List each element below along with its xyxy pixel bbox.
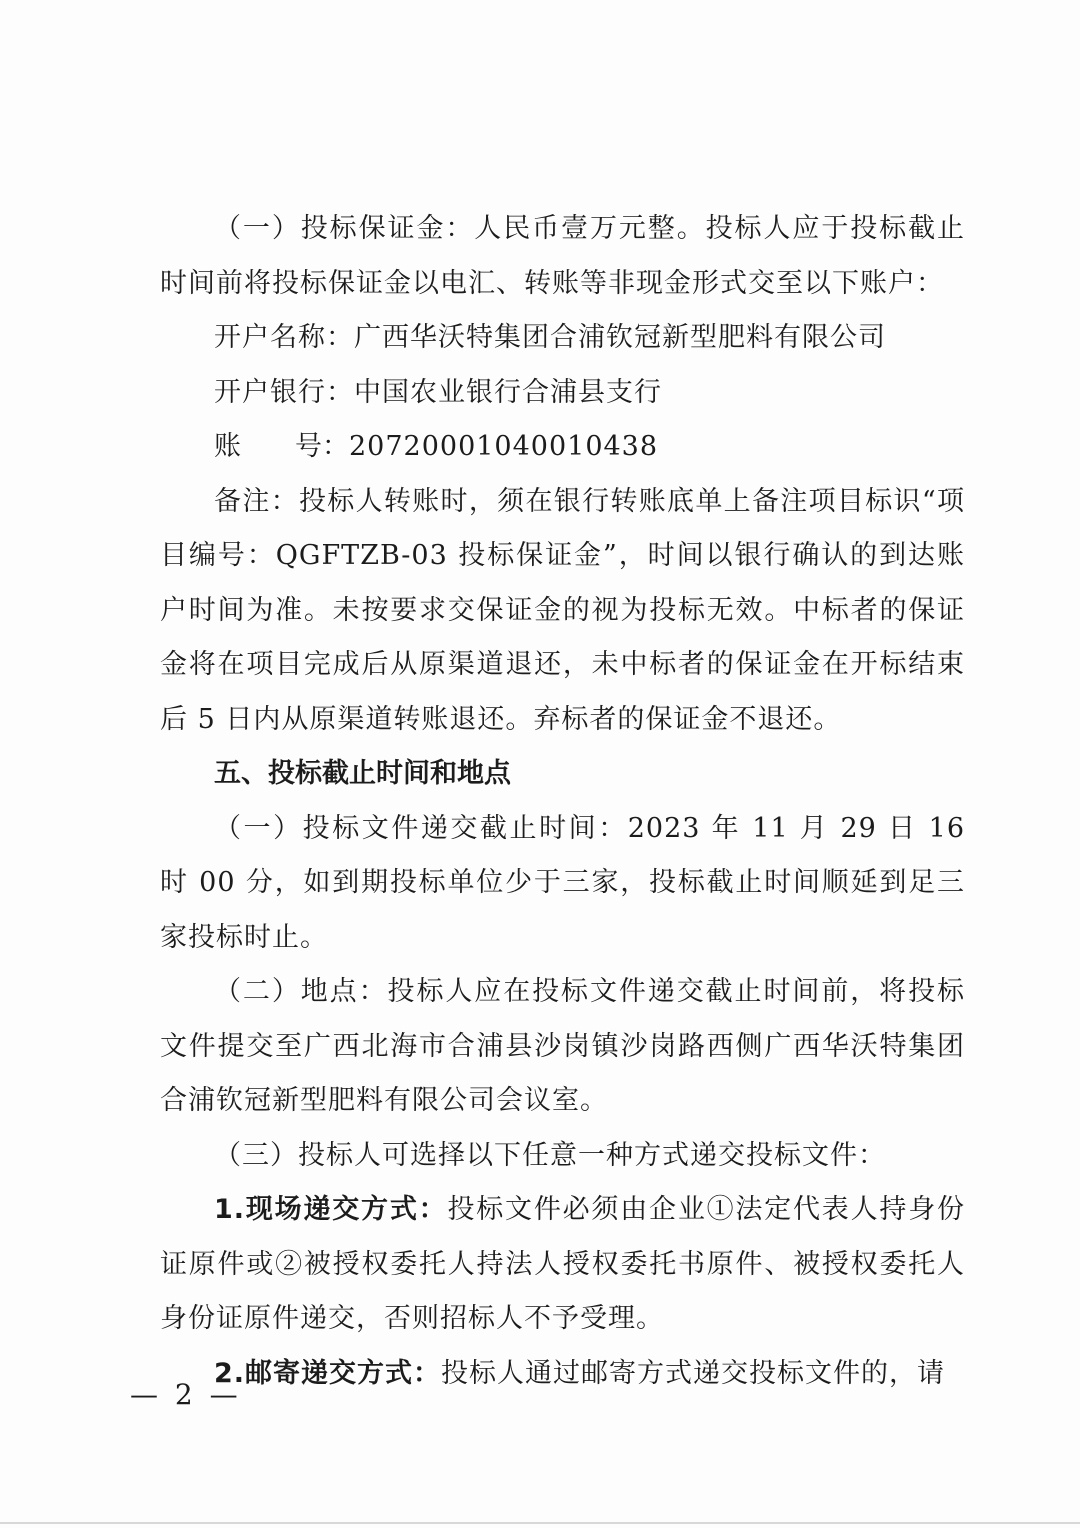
deposit-paragraph: （一）投标保证金：人民币壹万元整。投标人应于投标截止时间前将投标保证金以电汇、转账等非现金形式交至以下账户： [160,213,965,299]
onsite-method-text: 投标文件必须由企业①法定代表人持身份证原件或②被授权委托人持法人授权委托书原件、被授权委托人身份证原件递交，否则招标人不予受理。 [160,1194,966,1334]
mail-method-text: 投标人通过邮寄方式递交投标文件的，请 [441,1357,946,1389]
page-edge-divider [0,1522,1080,1524]
mail-method-label: 2.邮寄递交方式： [214,1357,442,1389]
location-paragraph: （二）地点：投标人应在投标文件递交截止时间前，将投标文件提交至广西北海市合浦县沙岗镇沙岗路西侧广西华沃特集团合浦钦冠新型肥料有限公司会议室。 [160,976,965,1116]
account-number-label [214,420,349,475]
account-number-label-char2: 号： [295,431,349,462]
account-number-line [160,420,965,475]
account-number-label-char1: 账 [214,431,241,462]
account-bank-line: 开户银行：中国农业银行合浦县支行 [214,376,662,408]
onsite-method-paragraph [160,1183,965,1347]
onsite-method-label: 1.现场递交方式： [214,1194,448,1225]
page-number: — 2 — [130,1378,242,1411]
note-paragraph: 备注：投标人转账时，须在银行转账底单上备注项目标识“项目编号：QGFTZB-03 投标保证金”，时间以银行确认的到达账户时间为准。未按要求交保证金的视为投标无效。中标者的保证金将在项目完成后从原渠道退还，未中标者的保证金在开标结束后 5 日内从原渠道转账退还。弃标者的保证金不退还。 [160,485,965,735]
section-5-heading: 五、投标截止时间和地点 [214,758,511,789]
account-number-value: 20720001040010438 [349,431,659,462]
methods-paragraph: （三）投标人可选择以下任意一种方式递交投标文件： [214,1139,886,1171]
deadline-paragraph: （一）投标文件递交截止时间：2023 年 11 月 29 日 16 时 00 分，如到期投标单位少于三家，投标截止时间顺延到足三家投标时止。 [160,812,965,953]
mail-method-paragraph [160,1347,965,1402]
document-body [160,202,965,1401]
account-name-line: 开户名称：广西华沃特集团合浦钦冠新型肥料有限公司 [214,322,886,353]
